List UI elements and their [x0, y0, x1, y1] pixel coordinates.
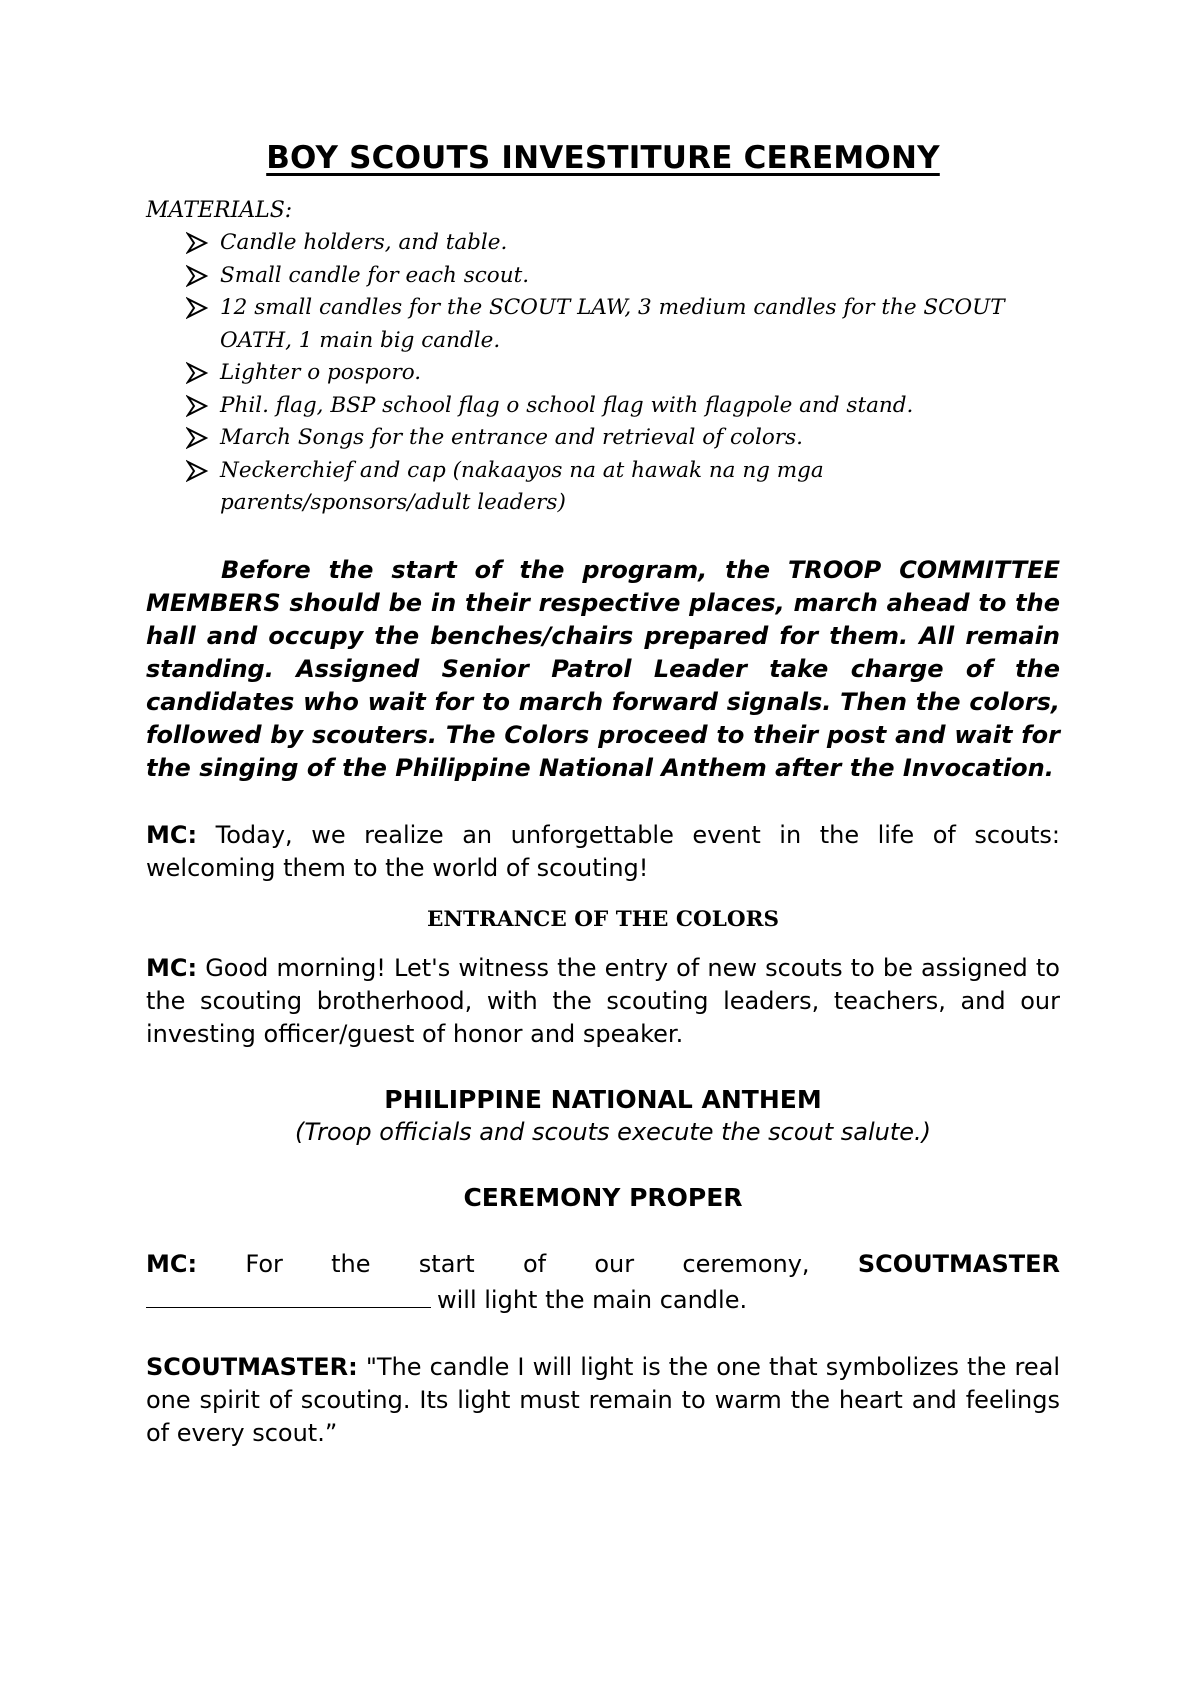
role-label: SCOUTMASTER — [857, 1249, 1061, 1278]
intro-paragraph: Before the start of the program, the TROOP COMMITTEE MEMBERS should be in their respective places, march ahead to the hall and occupy the benches/chairs prepared for them. All remain standing. Assigned Senior Patrol Leader take charge of the candidates who wait for to march forward signals. Then the colors, followed by scouters. The Colors proceed to their post and wait for the singing of the Philippine National Anthem after the Invocation. — [146, 555, 1060, 782]
arrow-bullet-icon — [186, 260, 212, 292]
mc-text: Good morning! Let's witness the entry of new scouts to be assigned to the scouting brotherhood, with the scouting leaders, teachers, and our investing officer/guest of honor and speaker. — [146, 953, 1060, 1048]
section-heading-anthem: PHILIPPINE NATIONAL ANTHEM — [384, 1084, 822, 1114]
mc-line-ceremony — [146, 1248, 1060, 1317]
material-item-text: March Songs for the entrance and retrieval of colors. — [220, 425, 803, 450]
list-item — [186, 390, 1060, 423]
material-item-text: 12 small candles for the SCOUT LAW, 3 medium candles for the SCOUT OATH, 1 main big candle. — [220, 295, 1005, 353]
list-item — [186, 292, 1060, 357]
speaker-label: MC: — [146, 820, 198, 849]
mc-text: Today, we realize an unforgettable event in the life of scouts: welcoming them to the world of scouting! — [146, 820, 1060, 882]
mc-text: For the start of our ceremony, — [245, 1249, 810, 1278]
scoutmaster-text: "The candle I will light is the one that symbolizes the real one spirit of scouting. Its light must remain to warm the heart and feelings of every scout.” — [146, 1352, 1060, 1447]
anthem-note: (Troop officials and scouts execute the scout salute.) — [294, 1117, 932, 1146]
list-item — [186, 422, 1060, 455]
section-heading-entrance: ENTRANCE OF THE COLORS — [427, 906, 779, 932]
list-item — [186, 260, 1060, 293]
section-heading-ceremony: CEREMONY PROPER — [463, 1182, 743, 1212]
material-item-text: Lighter o posporo. — [220, 360, 422, 385]
mc-line-welcome — [146, 819, 1060, 885]
arrow-bullet-icon — [186, 292, 212, 324]
arrow-bullet-icon — [186, 390, 212, 422]
speaker-label: MC: — [146, 1249, 198, 1278]
list-item — [186, 455, 1060, 520]
list-item — [186, 227, 1060, 260]
materials-label: MATERIALS: — [146, 198, 293, 223]
mc-line-greeting — [146, 952, 1060, 1051]
speaker-label: MC: — [146, 953, 198, 982]
material-item-text: Phil. flag, BSP school flag o school flag with flagpole and stand. — [220, 392, 914, 418]
material-item-text: Candle holders, and table. — [220, 230, 508, 255]
material-item-text: Small candle for each scout. — [220, 262, 530, 288]
scoutmaster-line — [146, 1351, 1060, 1450]
document-title: BOY SCOUTS INVESTITURE CEREMONY — [266, 140, 940, 176]
list-item — [186, 357, 1060, 390]
speaker-label: SCOUTMASTER: — [146, 1352, 358, 1381]
arrow-bullet-icon — [186, 455, 212, 487]
document-body — [146, 140, 1060, 1450]
mc-text: will light the main candle. — [437, 1285, 748, 1314]
materials-list — [146, 227, 1060, 520]
arrow-bullet-icon — [186, 357, 212, 389]
material-item-text: Neckerchief and cap (nakaayos na at hawak na ng mga parents/sponsors/adult leaders) — [220, 457, 824, 515]
arrow-bullet-icon — [186, 422, 212, 454]
name-blank-line — [146, 1281, 431, 1308]
arrow-bullet-icon — [186, 227, 212, 259]
